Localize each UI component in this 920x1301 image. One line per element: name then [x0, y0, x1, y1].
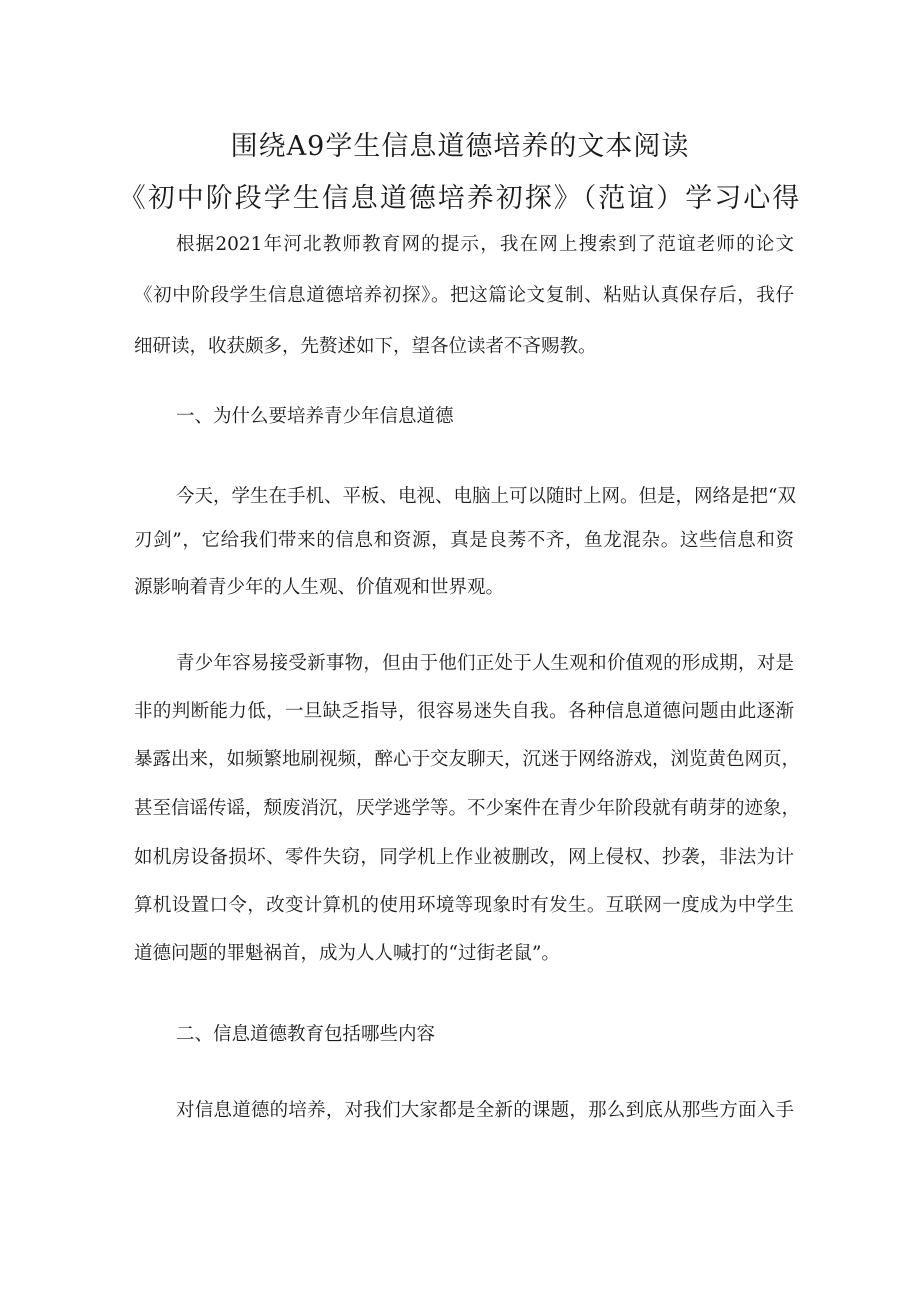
paragraph-line: 甚至信谣传谣，颓废消沉，厌学逃学等。不少案件在青少年阶段就有萌芽的迹象，	[134, 798, 801, 819]
intro-line: 《初中阶段学生信息道德培养初探》。把这篇论文复制、粘贴认真保存后，我仔	[134, 285, 794, 306]
document-title-line-1: 围绕A9学生信息道德培养的文本阅读	[230, 131, 690, 162]
intro-line: 细研读，收获颇多，先赘述如下，望各位读者不吝赐教。	[134, 336, 597, 357]
document-title-line-2: 《初中阶段学生信息道德培养初探》（范谊）学习心得	[118, 183, 802, 214]
paragraph-line: 算机设置口令，改变计算机的使用环境等现象时有发生。互联网一度成为中学生	[134, 895, 794, 916]
paragraph-line: 道德问题的罪魁祸首，成为人人喊打的“过街老鼠”。	[134, 943, 560, 964]
paragraph-line: 如机房设备损坏、零件失窃，同学机上作业被删改，网上侵权、抄袭，非法为计	[134, 847, 794, 868]
intro-line: 根据2021年河北教师教育网的提示，我在网上搜索到了范谊老师的论文	[176, 234, 794, 255]
paragraph-line: 刃剑”，它给我们带来的信息和资源，真是良莠不齐，鱼龙混杂。这些信息和资	[134, 530, 794, 551]
paragraph-line: 非的判断能力低，一旦缺乏指导，很容易迷失自我。各种信息道德问题由此逐渐	[134, 701, 794, 722]
section-heading-1: 一、为什么要培养青少年信息道德	[176, 406, 454, 427]
paragraph-line: 对信息道德的培养，对我们大家都是全新的课题，那么到底从那些方面入手	[176, 1100, 794, 1121]
paragraph-line: 青少年容易接受新事物，但由于他们正处于人生观和价值观的形成期，对是	[176, 653, 794, 674]
paragraph-line: 源影响着青少年的人生观、价值观和世界观。	[134, 577, 505, 598]
section-heading-2: 二、信息道德教育包括哪些内容	[176, 1024, 436, 1045]
paragraph-line: 暴露出来，如频繁地刷视频，醉心于交友聊天，沉迷于网络游戏，浏览黄色网页，	[134, 749, 801, 770]
paragraph-line: 今天，学生在手机、平板、电视、电脑上可以随时上网。但是，网络是把“双	[176, 486, 796, 507]
